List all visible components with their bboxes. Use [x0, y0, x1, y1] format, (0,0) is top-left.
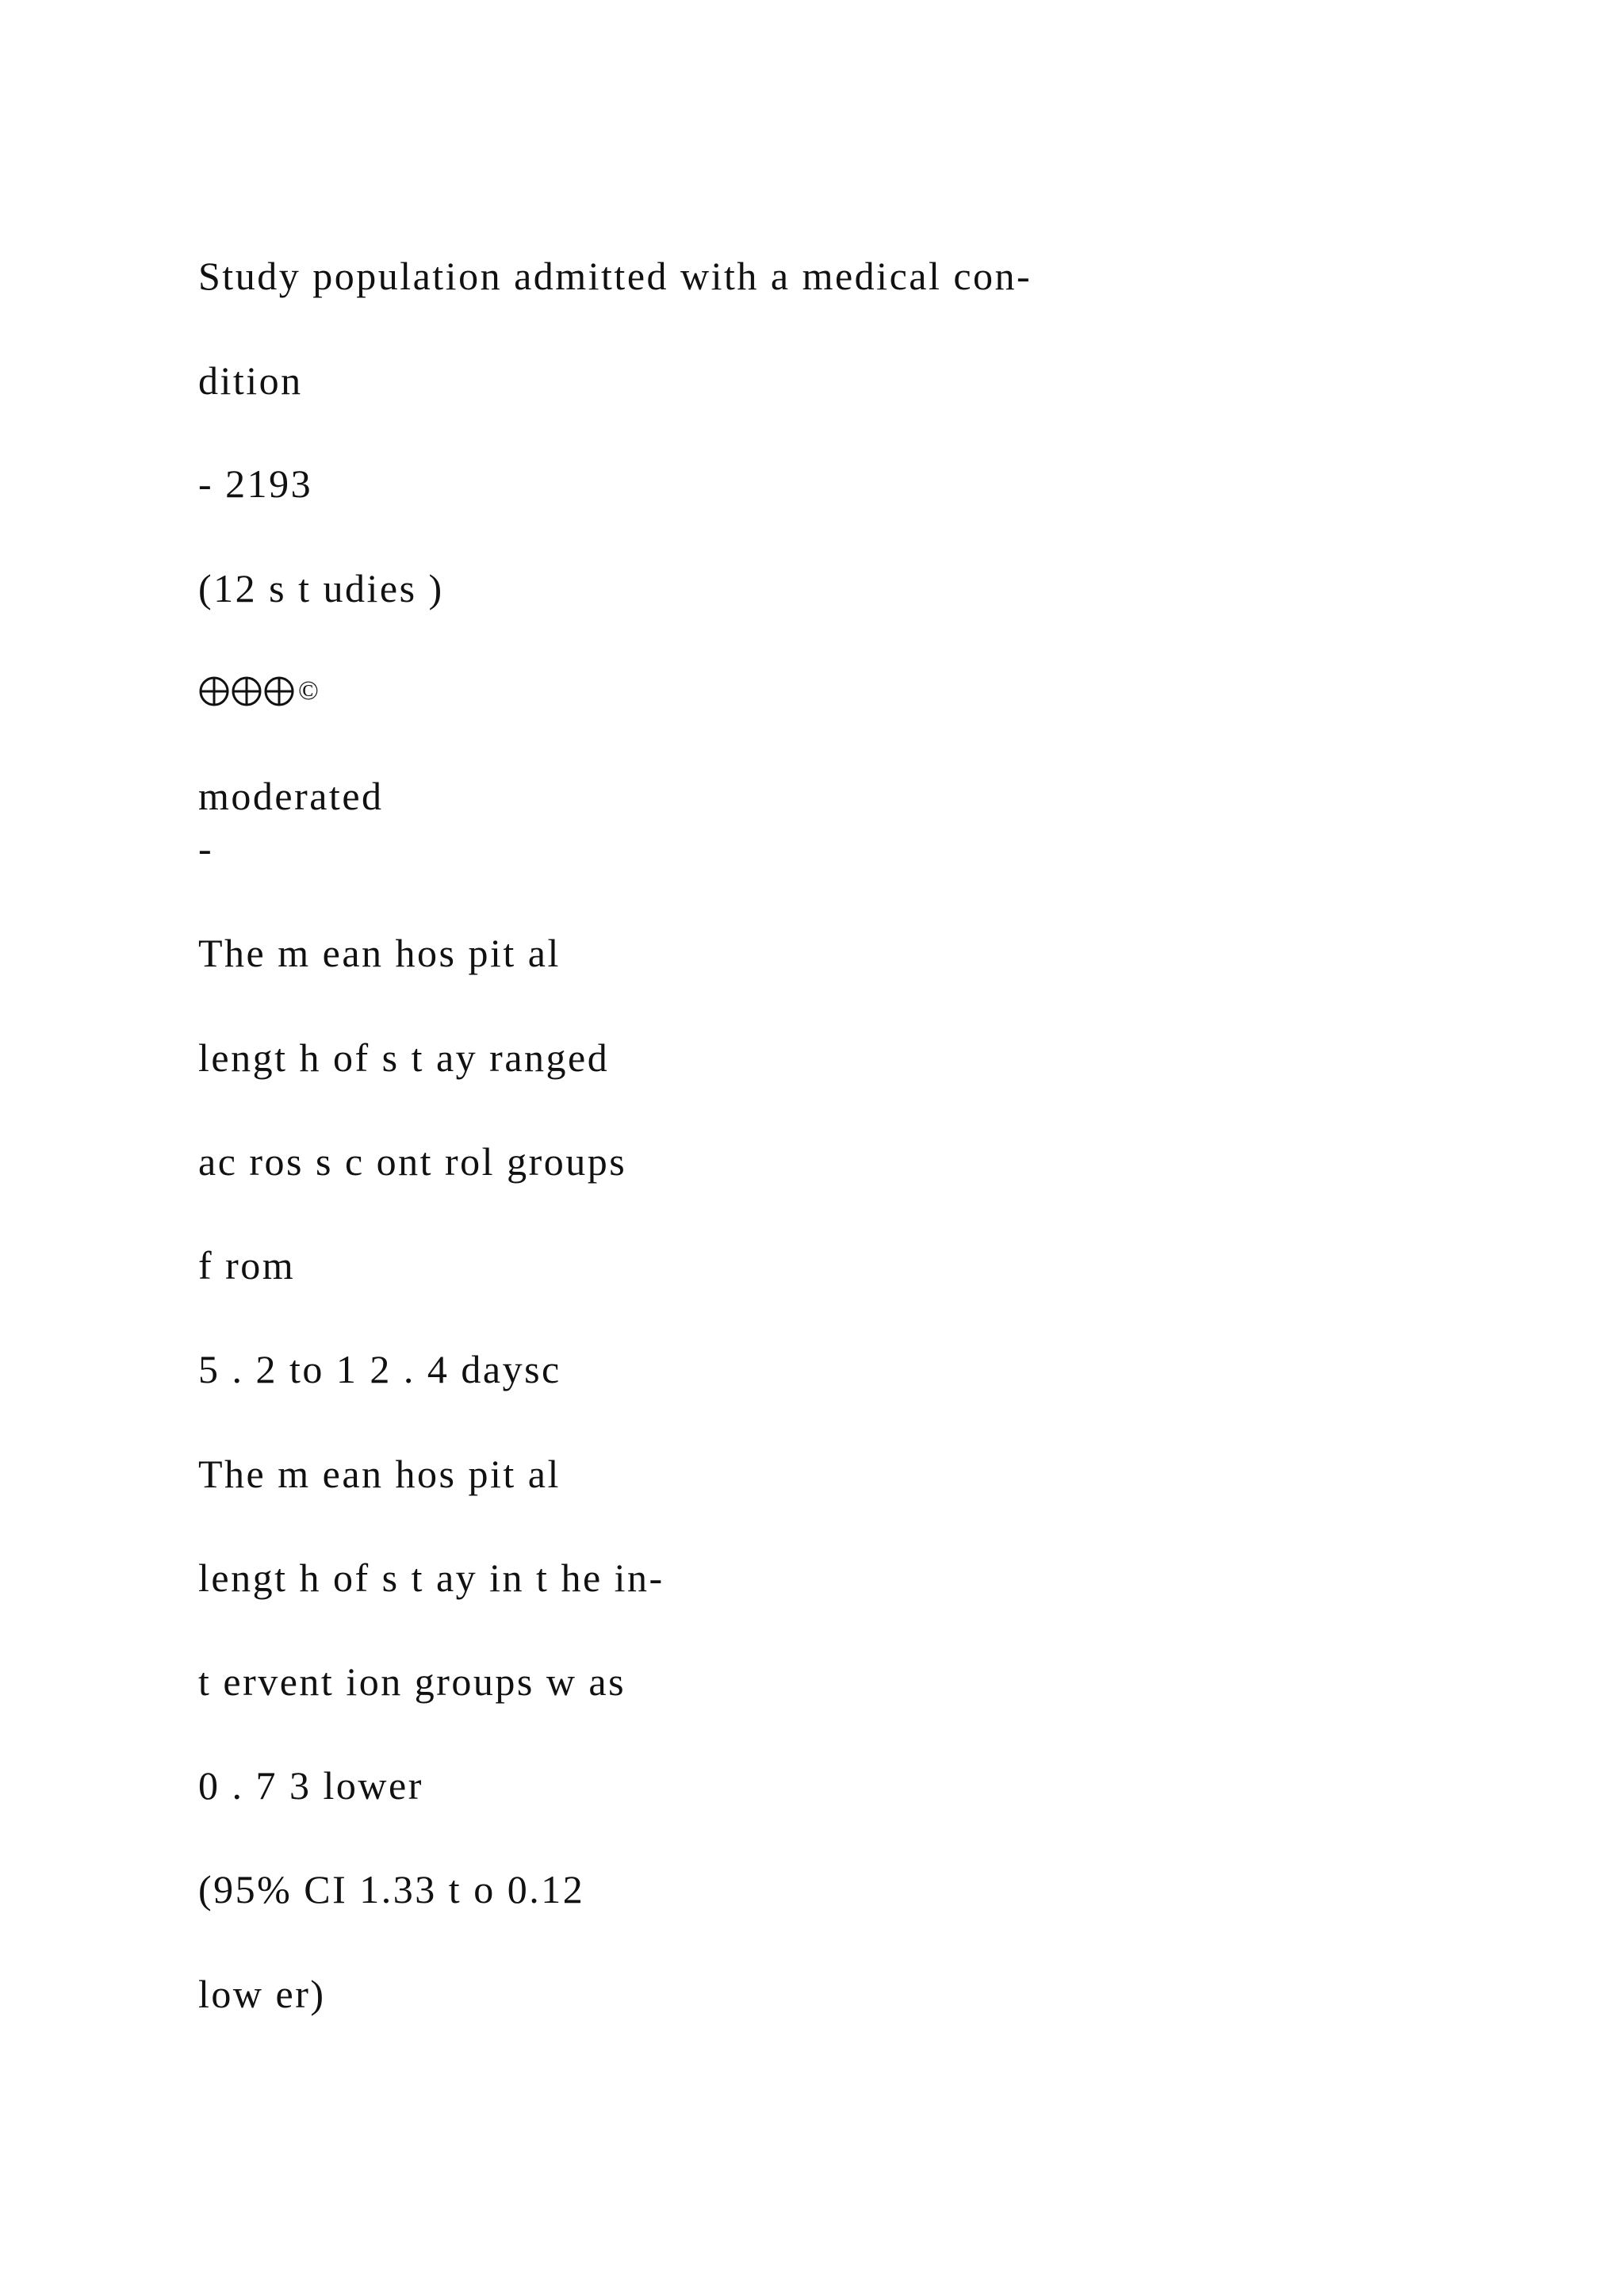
population-line-1: Study population admitted with a medical con- [198, 254, 1032, 298]
participant-count: - 2193 [198, 461, 313, 506]
confidence-interval-line-2: low er) [198, 1972, 326, 2016]
grade-certainty-circles-icon [198, 675, 298, 708]
control-line-4: f rom [198, 1243, 296, 1288]
effect-estimate: 0 . 7 3 lower [198, 1763, 423, 1808]
intervention-line-2: lengt h of s t ay in t he in- [198, 1556, 665, 1600]
study-count: (12 s t udies ) [198, 566, 444, 610]
grade-suffix-symbol: © [298, 676, 319, 706]
intervention-line-3: t ervent ion groups w as [198, 1659, 626, 1704]
control-line-2: lengt h of s t ay ranged [198, 1035, 610, 1080]
population-line-2: dition [198, 358, 303, 403]
intervention-line-1: The m ean hos pit al [198, 1452, 561, 1496]
certainty-label: moderated [198, 774, 384, 818]
grade-certainty-rating [198, 668, 319, 715]
confidence-interval-line-1: (95% CI 1.33 t o 0.12 [198, 1867, 585, 1911]
control-range: 5 . 2 to 1 2 . 4 daysc [198, 1347, 561, 1391]
control-line-3: ac ros s c ont rol groups [198, 1139, 627, 1184]
dash-separator: - [198, 826, 214, 871]
control-line-1: The m ean hos pit al [198, 931, 561, 975]
